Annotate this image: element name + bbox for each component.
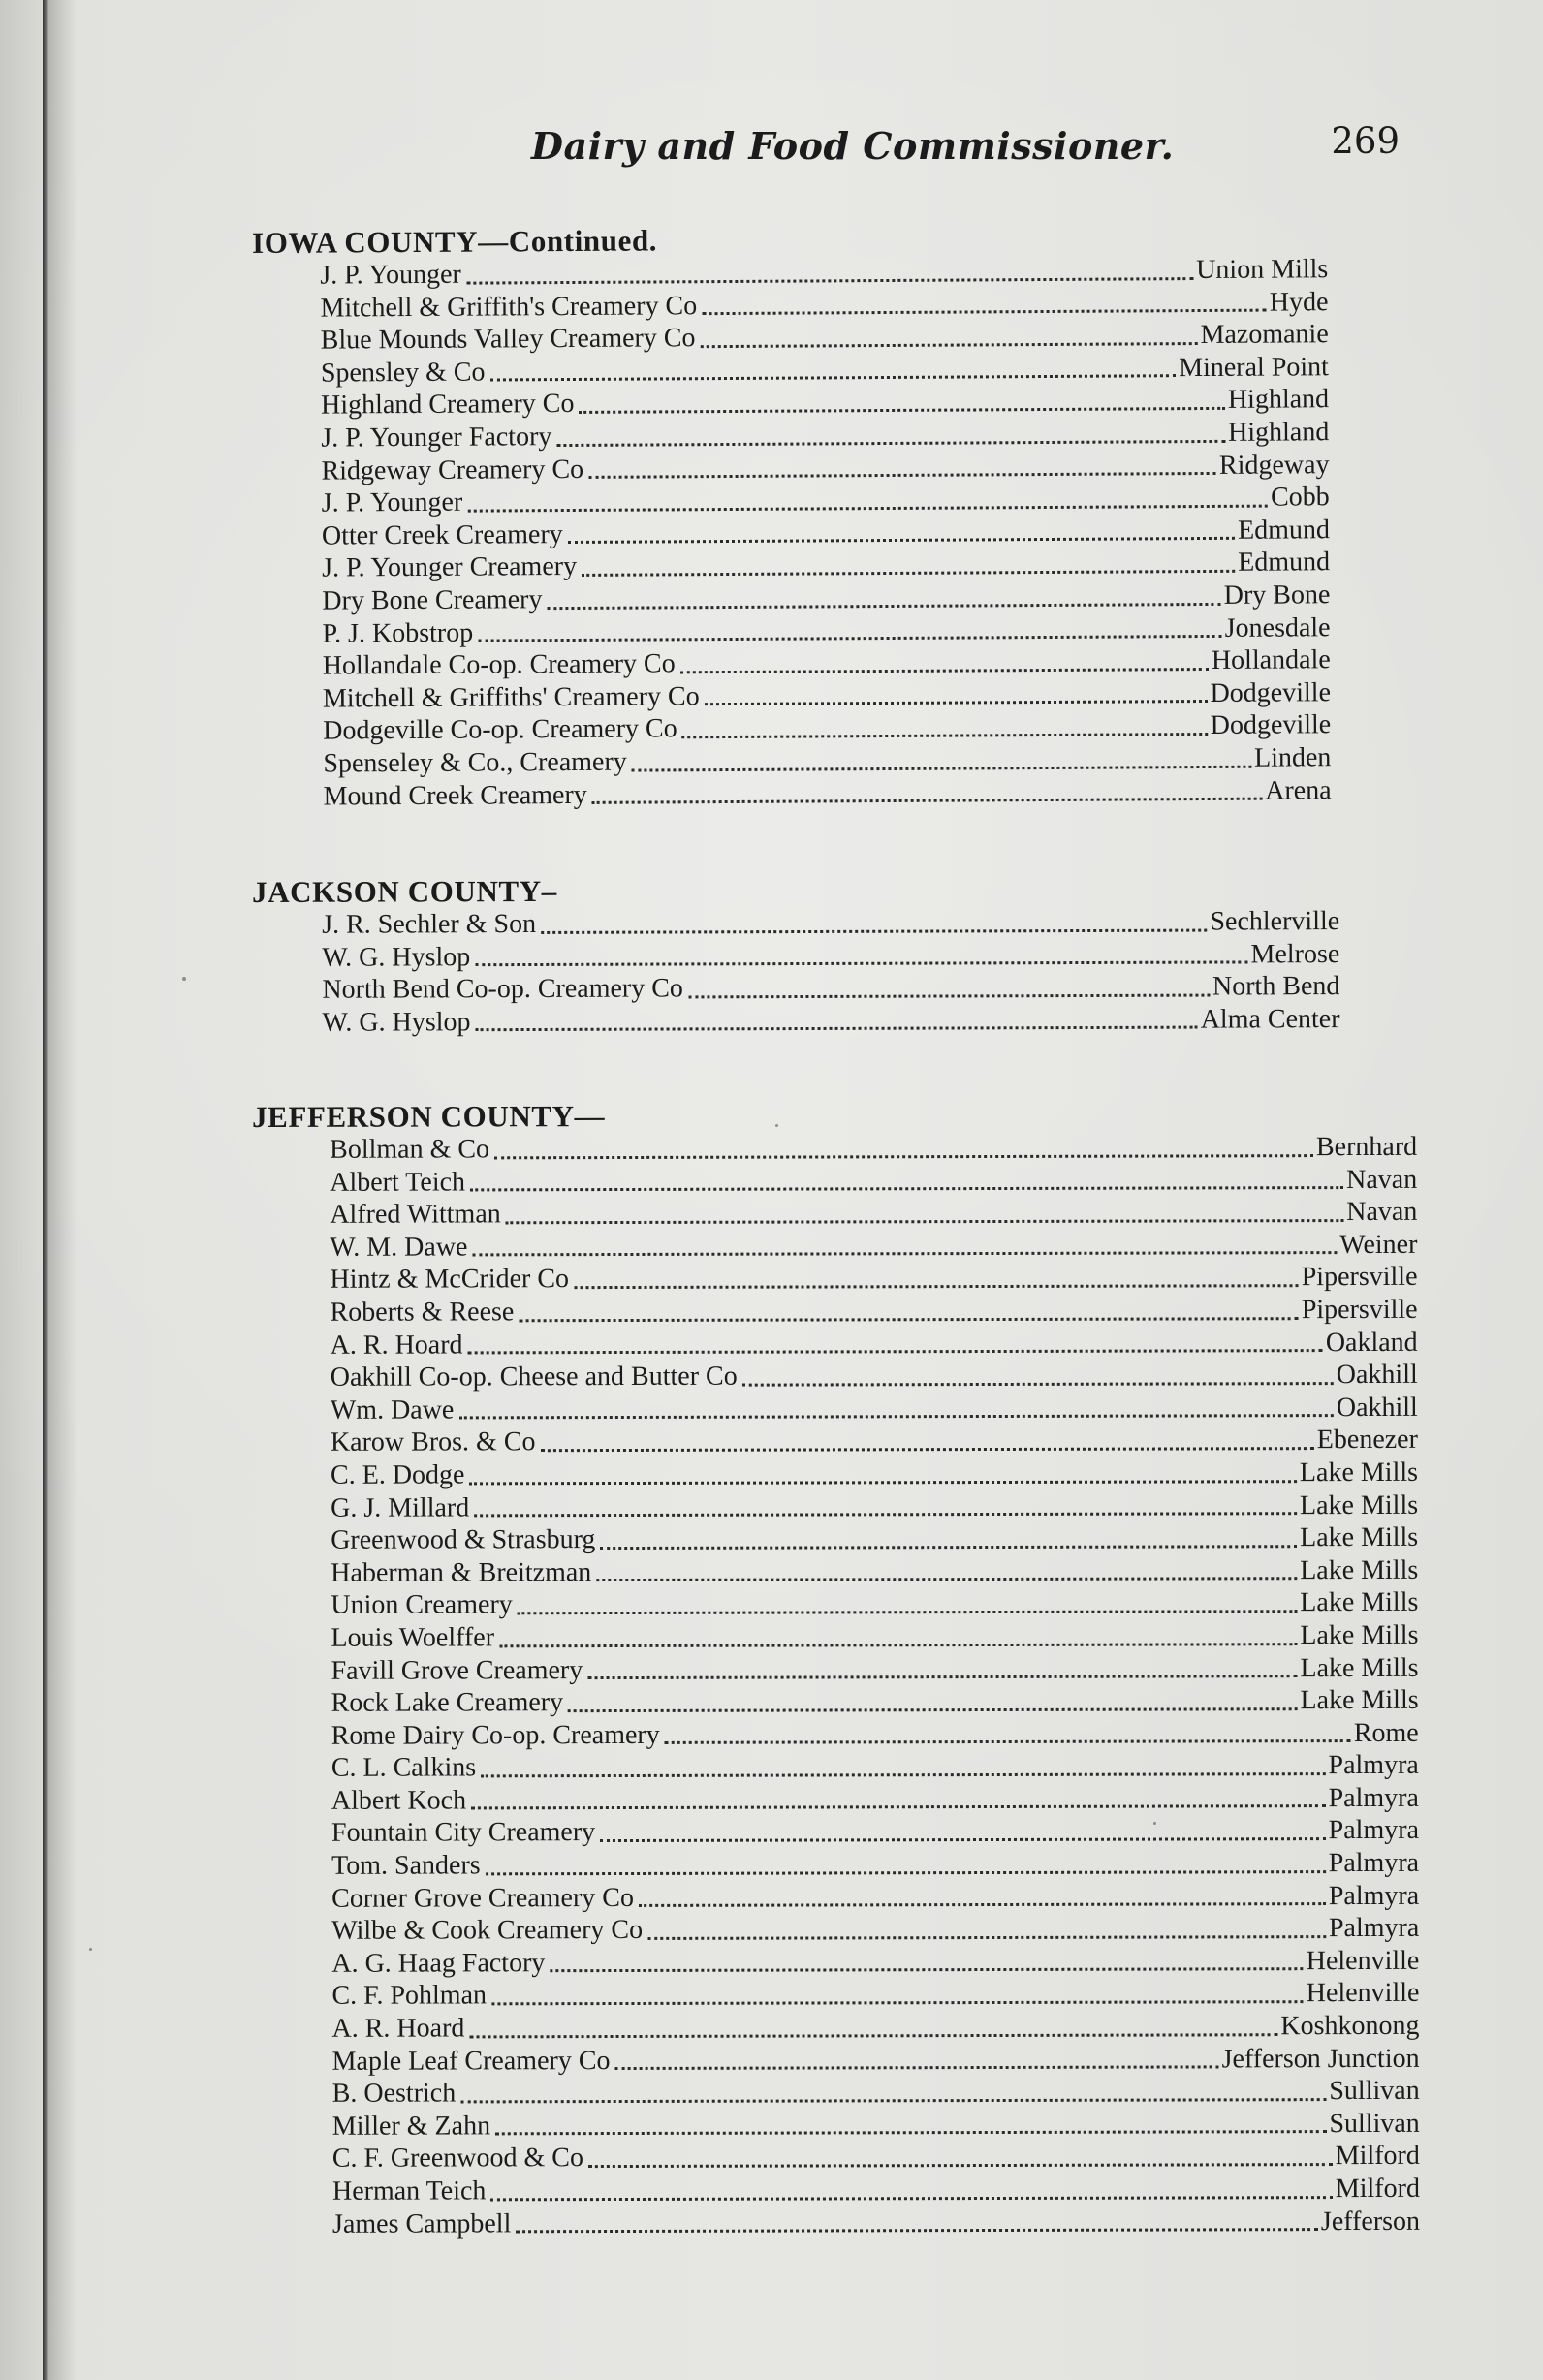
entry-name: Tom. Sanders — [331, 1850, 481, 1881]
list-item — [331, 1586, 1418, 1622]
entry-place: Palmyra — [1328, 1750, 1419, 1781]
entry-name: Spenseley & Co., Creamery — [323, 746, 627, 779]
entry-list — [322, 905, 1339, 1039]
entry-name: Louis Woelffer — [331, 1622, 495, 1653]
entry-name: A. R. Hoard — [330, 1329, 463, 1361]
entry-place: Lake Mills — [1299, 1456, 1419, 1488]
list-item — [322, 938, 1339, 974]
list-item — [331, 1619, 1418, 1655]
entry-name: Dry Bone Creamery — [322, 584, 543, 616]
section-jackson-county — [252, 872, 1416, 1040]
entry-name: Greenwood & Strasburg — [331, 1524, 596, 1555]
entry-place: Helenville — [1306, 1978, 1420, 2009]
entry-name: C. E. Dodge — [330, 1459, 465, 1490]
entry-place: Sullivan — [1329, 2108, 1420, 2139]
dot-leader — [506, 1219, 1344, 1224]
dot-leader — [647, 1935, 1326, 1940]
entry-place: Edmund — [1237, 514, 1331, 546]
entry-name: Union Creamery — [331, 1589, 513, 1621]
dot-leader — [486, 1870, 1326, 1875]
entry-place: Ebenezer — [1316, 1425, 1418, 1456]
entry-name: C. L. Calkins — [331, 1752, 477, 1784]
list-item — [331, 2010, 1419, 2046]
entry-name: Ridgeway Creamery Co — [321, 454, 584, 486]
entry-place: Lake Mills — [1300, 1587, 1419, 1618]
entry-place: Oakhill — [1336, 1392, 1418, 1423]
entry-name: W. M. Dawe — [330, 1232, 468, 1263]
dot-leader — [587, 1675, 1297, 1679]
dot-leader — [665, 1739, 1351, 1744]
dot-leader — [556, 439, 1225, 446]
dot-leader — [467, 504, 1268, 512]
dot-leader — [519, 1317, 1298, 1322]
entry-place: Pipersville — [1301, 1262, 1418, 1293]
dot-leader — [466, 277, 1193, 285]
list-item — [330, 1229, 1417, 1265]
dot-leader — [705, 700, 1208, 705]
entry-name: Roberts & Reese — [330, 1297, 515, 1328]
dot-leader — [547, 602, 1220, 609]
list-item — [331, 1782, 1419, 1818]
entry-place: Oakhill — [1336, 1360, 1418, 1391]
entry-place: Jefferson — [1320, 2206, 1421, 2237]
entry-place: Lake Mills — [1300, 1684, 1419, 1716]
dot-leader — [491, 2000, 1304, 2005]
entry-name: Wm. Dawe — [330, 1394, 455, 1425]
dot-leader — [494, 1154, 1313, 1159]
entry-list — [320, 253, 1331, 812]
page-number: 269 — [1331, 120, 1400, 162]
entry-name: J. P. Younger — [320, 259, 461, 291]
dot-leader — [588, 2163, 1333, 2168]
list-item — [332, 2140, 1420, 2176]
entry-name: North Bend Co-op. Creamery Co — [322, 973, 683, 1005]
dot-leader — [600, 1837, 1326, 1842]
list-item — [331, 1326, 1418, 1362]
dot-leader — [632, 765, 1251, 771]
section-iowa-county — [252, 220, 1419, 813]
entry-name: P. J. Kobstrop — [322, 617, 474, 649]
entry-place: Ridgeway — [1218, 449, 1330, 481]
entry-place: Lake Mills — [1299, 1489, 1419, 1520]
entry-name: James Campbell — [331, 2208, 512, 2239]
entry-name: Albert Koch — [331, 1785, 467, 1816]
entry-place: Palmyra — [1328, 1782, 1419, 1813]
entry-name: J. P. Younger — [321, 486, 463, 518]
list-item — [331, 1717, 1419, 1753]
entry-name: C. F. Pohlman — [331, 1980, 488, 2012]
list-item — [331, 1554, 1418, 1590]
list-item — [331, 1651, 1418, 1687]
entry-name: Dodgeville Co-op. Creamery Co — [323, 713, 677, 746]
dot-leader — [680, 668, 1209, 673]
list-item — [331, 1880, 1419, 1916]
entry-name: Fountain City Creamery — [331, 1817, 596, 1849]
dot-leader — [469, 1480, 1296, 1485]
running-title: Dairy and Food Commissioner. — [531, 124, 1175, 168]
entry-name: Wilbe & Cook Creamery Co — [331, 1915, 644, 1947]
list-item — [331, 1424, 1418, 1459]
entry-place: Lake Mills — [1300, 1554, 1419, 1585]
entry-name: J. R. Sechler & Son — [322, 908, 537, 940]
entry-name: Mitchell & Griffith's Creamery Co — [320, 290, 698, 324]
list-item — [331, 1814, 1419, 1850]
entry-name: W. G. Hyslop — [322, 941, 471, 973]
entry-place: Dodgeville — [1210, 676, 1332, 708]
entry-place: Dodgeville — [1210, 709, 1332, 741]
entry-name: Blue Mounds Valley Creamery Co — [320, 323, 696, 356]
list-item — [331, 1684, 1419, 1720]
entry-name: Bollman & Co — [330, 1134, 490, 1165]
dot-leader — [615, 2066, 1219, 2071]
list-item — [331, 1749, 1419, 1785]
entry-place: Dry Bone — [1223, 579, 1331, 611]
entry-place: Lake Mills — [1300, 1619, 1419, 1651]
list-item — [331, 1456, 1418, 1492]
dot-leader — [518, 1610, 1298, 1614]
entry-place: Jefferson Junction — [1221, 2043, 1420, 2075]
entry-place: North Bend — [1212, 971, 1340, 1002]
entry-place: Rome — [1353, 1717, 1419, 1748]
list-item — [322, 970, 1339, 1006]
entry-place: Linden — [1253, 742, 1332, 773]
dot-leader — [472, 1251, 1337, 1256]
entry-place: Cobb — [1270, 482, 1330, 513]
dot-leader — [688, 993, 1210, 998]
list-item — [332, 2075, 1420, 2111]
entry-place: Union Mills — [1196, 254, 1329, 286]
dot-leader — [682, 733, 1208, 738]
entry-place: Alma Center — [1200, 1003, 1340, 1035]
list-item — [332, 2108, 1420, 2144]
entry-name: Corner Grove Creamery Co — [331, 1882, 634, 1914]
dot-leader — [579, 407, 1225, 414]
entry-name: J. P. Younger Creamery — [322, 551, 578, 583]
dot-leader — [474, 1512, 1297, 1517]
list-item — [322, 1003, 1339, 1039]
entry-place: Melrose — [1250, 938, 1340, 969]
entry-place: Koshkonong — [1280, 2010, 1420, 2042]
entry-place: Lake Mills — [1300, 1521, 1419, 1553]
entry-name: W. G. Hyslop — [322, 1006, 471, 1038]
entry-place: Edmund — [1238, 547, 1331, 579]
entry-place: Arena — [1265, 774, 1332, 806]
entry-name: Karow Bros. & Co — [330, 1426, 536, 1458]
entry-place: Jonesdale — [1224, 611, 1331, 643]
section-title: JEFFERSON COUNTY— — [251, 1099, 606, 1134]
entry-place: Sullivan — [1329, 2076, 1420, 2107]
list-item — [331, 1847, 1419, 1883]
entry-name: Oakhill Co-op. Cheese and Butter Co — [330, 1361, 738, 1393]
list-item — [331, 1977, 1419, 2013]
entry-name: Spensley & Co — [320, 357, 486, 389]
dot-leader — [742, 1382, 1334, 1387]
dot-leader — [469, 2033, 1277, 2038]
entry-list — [330, 1131, 1420, 2240]
entry-name: Hintz & McCrider Co — [330, 1264, 570, 1296]
entry-name: G. J. Millard — [331, 1491, 470, 1523]
entry-name: A. G. Haag Factory — [331, 1948, 546, 1979]
entry-name: Favill Grove Creamery — [331, 1654, 583, 1686]
entry-name: Mound Creek Creamery — [323, 779, 587, 812]
entry-place: Palmyra — [1328, 1880, 1420, 1911]
entry-place: Palmyra — [1328, 1815, 1420, 1846]
dot-leader — [701, 342, 1198, 348]
list-item — [323, 774, 1331, 813]
dot-leader — [702, 309, 1267, 316]
list-item — [331, 1359, 1418, 1394]
dot-leader — [596, 1577, 1297, 1581]
list-item — [332, 2205, 1420, 2240]
dot-leader — [588, 472, 1216, 479]
dot-leader — [470, 1186, 1343, 1191]
dot-leader — [481, 1772, 1325, 1777]
entry-place: Hollandale — [1211, 644, 1331, 676]
entry-name: B. Oestrich — [331, 2078, 457, 2110]
entry-name: Maple Leaf Creamery Co — [331, 2045, 611, 2077]
entry-place: Mazomanie — [1200, 319, 1329, 351]
entry-name: Haberman & Breitzman — [331, 1556, 592, 1588]
dot-leader — [476, 1026, 1198, 1032]
entry-place: Milford — [1335, 2141, 1420, 2172]
dot-leader — [468, 1349, 1323, 1354]
dot-leader — [490, 375, 1177, 382]
entry-place: Navan — [1346, 1164, 1418, 1195]
list-item — [330, 1196, 1417, 1232]
entry-name: Hollandale Co-op. Creamery Co — [322, 648, 676, 681]
binding-shadow — [48, 0, 78, 2380]
entry-name: J. P. Younger Factory — [321, 422, 552, 454]
entry-place: Hyde — [1269, 286, 1329, 318]
entry-name: Rome Dairy Co-op. Creamery — [331, 1719, 660, 1751]
entry-name: Miller & Zahn — [331, 2111, 491, 2142]
dot-leader — [592, 798, 1262, 804]
dot-leader — [582, 570, 1235, 577]
entry-place: Mineral Point — [1179, 351, 1329, 383]
entry-place: Pipersville — [1301, 1294, 1418, 1326]
list-item — [330, 1163, 1417, 1199]
list-item — [332, 2173, 1420, 2208]
dot-leader — [540, 1447, 1313, 1452]
list-item — [331, 1294, 1418, 1330]
dot-leader — [460, 2098, 1326, 2103]
dot-leader — [541, 928, 1207, 933]
entry-name: C. F. Greenwood & Co — [331, 2143, 583, 2175]
entry-place: Highland — [1227, 384, 1330, 416]
dot-leader — [574, 1284, 1299, 1289]
entry-place: Navan — [1346, 1197, 1418, 1228]
entry-place: Sechlerville — [1210, 906, 1340, 937]
entry-name: Alfred Wittman — [330, 1199, 501, 1230]
entry-place: Lake Mills — [1300, 1652, 1419, 1683]
entry-place: Palmyra — [1328, 1847, 1420, 1879]
list-item — [331, 1945, 1419, 1981]
entry-name: A. R. Hoard — [331, 2013, 465, 2044]
entry-place: Helenville — [1306, 1945, 1420, 1976]
dot-leader — [639, 1902, 1326, 1907]
section-title: JACKSON COUNTY– — [251, 873, 557, 909]
dot-leader — [490, 2196, 1332, 2201]
entry-name: Herman Teich — [331, 2176, 487, 2207]
dot-leader — [471, 1805, 1326, 1810]
list-item — [331, 1392, 1418, 1427]
dot-leader — [568, 1707, 1297, 1712]
entry-place: Highland — [1228, 417, 1330, 448]
section-jefferson-county — [251, 1098, 1421, 2240]
entry-name: Albert Teich — [330, 1167, 466, 1198]
list-item — [322, 905, 1339, 941]
entry-name: Rock Lake Creamery — [331, 1687, 564, 1718]
entry-name: Mitchell & Griffiths' Creamery Co — [322, 680, 700, 714]
dot-leader — [550, 1968, 1303, 1973]
list-item — [330, 1261, 1417, 1297]
entry-place: Oakland — [1325, 1327, 1418, 1358]
section-title: IOWA COUNTY—Continued. — [251, 223, 658, 260]
dot-leader — [600, 1545, 1297, 1550]
entry-place: Weiner — [1339, 1229, 1418, 1260]
list-item — [331, 1488, 1418, 1524]
entry-place: Palmyra — [1328, 1913, 1420, 1944]
dot-leader — [475, 961, 1247, 967]
dot-leader — [478, 635, 1222, 642]
entry-name: Otter Creek Creamery — [321, 518, 563, 551]
list-item — [331, 1912, 1419, 1948]
dot-leader — [568, 537, 1235, 544]
list-item — [330, 1131, 1417, 1167]
dot-leader — [499, 1643, 1297, 1647]
entry-name: Highland Creamery Co — [321, 389, 575, 421]
list-item — [332, 2042, 1420, 2078]
entry-place: Milford — [1335, 2173, 1420, 2205]
list-item — [331, 1521, 1418, 1557]
dot-leader — [516, 2228, 1318, 2233]
entry-place: Bernhard — [1315, 1131, 1418, 1163]
dot-leader — [458, 1414, 1333, 1419]
running-head — [0, 114, 1543, 172]
dot-leader — [495, 2131, 1326, 2136]
